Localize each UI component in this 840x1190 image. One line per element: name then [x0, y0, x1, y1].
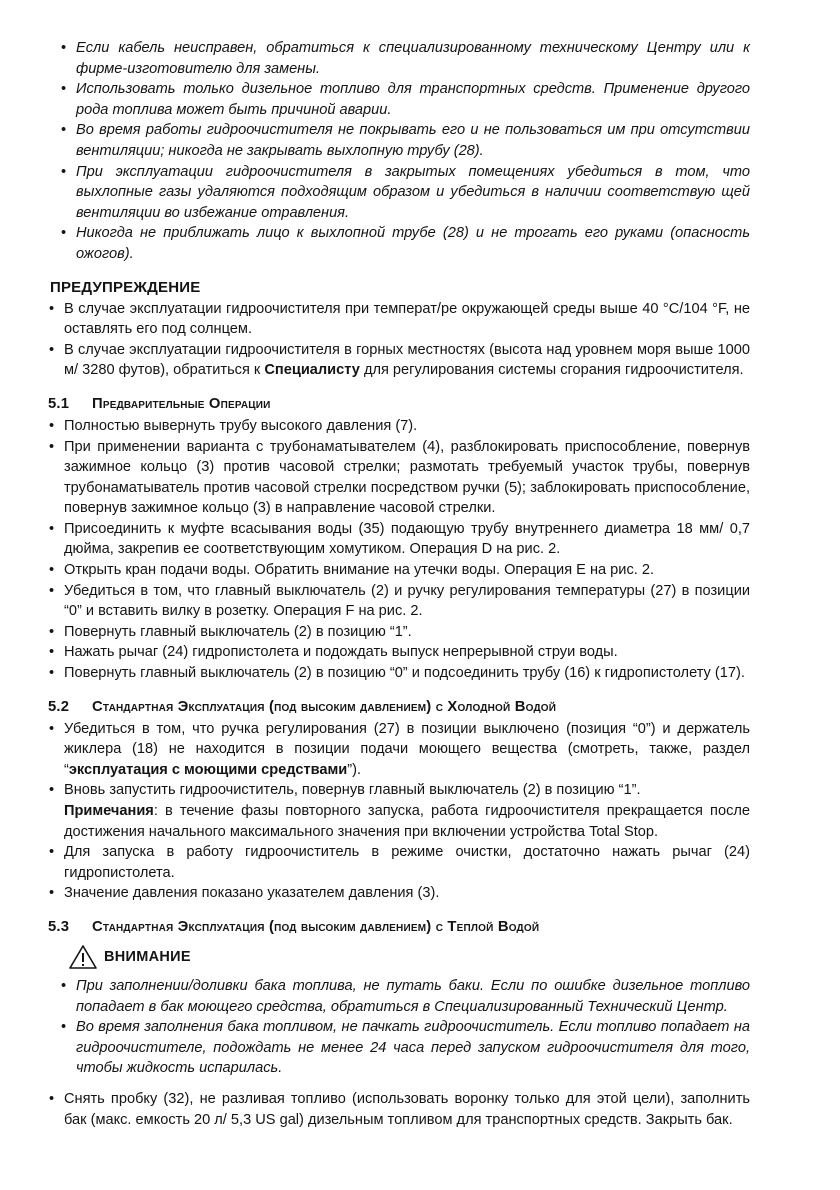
bold-term: Специалисту — [264, 362, 360, 379]
attention-list — [48, 976, 750, 1079]
list-item-text: Вновь запустить гидроочиститель, повернув главный выключатель (2) в позицию “1”. — [64, 782, 641, 799]
section-5-1-list — [48, 416, 750, 684]
list-item: • Нажать рычаг (24) гидропистолета и подождать выпуск непрерывной струи воды. — [48, 642, 750, 663]
list-item — [48, 780, 750, 842]
list-item: • Во время заполнения бака топливом, не пачкать гидроочиститель. Если топливо попадает на гидроочистителе, подождать не менее 24 часа перед запуском гидроочистителя для того, чтобы жидкость испарилась. — [48, 1017, 750, 1079]
section-title: Стандартная Эксплуатация (под высоким давлением) с Холодной Водой — [92, 698, 557, 715]
section-title: Предварительные Операции — [92, 395, 271, 412]
list-item: • Присоединить к муфте всасывания воды (35) подающую трубу внутреннего диаметра 18 мм/ 0,7 дюйма, закрепив ее соответствующим хомутиком. Операция D на рис. 2. — [48, 519, 750, 560]
list-item: • При применении варианта с трубонаматывателем (4), разблокировать приспособление, повернув зажимное кольцо (3) против часовой стрелки; размотать требуемый участок трубы, повернув трубонаматыватель против часовой стрелки посредством ручки (5); заблокировать приспособление, повернув зажимное кольцо (3) в направление часовой стрелки. — [48, 437, 750, 519]
list-item: • Повернуть главный выключатель (2) в позицию “1”. — [48, 622, 750, 643]
bold-term: эксплуатация с моющими средствами — [68, 761, 348, 778]
attention-label: ВНИМАНИЕ — [104, 948, 191, 965]
list-item-text: В случае эксплуатации гидроочистителя в горных местностях (высота над уровнем моря выше 1000 м/ 3280 футов), обратиться к — [64, 341, 750, 379]
section-5-2-list — [48, 719, 750, 904]
list-item: • Для запуска в работу гидроочиститель в режиме очистки, достаточно нажать рычаг (24) гидропистолета. — [48, 842, 750, 883]
attention-block — [68, 944, 750, 970]
list-item: • Снять пробку (32), не разливая топливо (использовать воронку только для этой цели), заполнить бак (макс. емкость 20 л/ 5,3 US gal) дизельным топливом для транспортных средств. Закрыть бак. — [48, 1089, 750, 1130]
list-item: • Повернуть главный выключатель (2) в позицию “0” и подсоединить трубу (16) к гидропистолету (17). — [48, 663, 750, 684]
list-item — [48, 719, 750, 781]
safety-bullet-list — [48, 38, 750, 265]
list-item — [48, 340, 750, 381]
list-item: • При эксплуатации гидроочистителя в закрытых помещениях убедиться в том, что выхлопные газы удаляются подходящим образом и убедиться в наличии соответствую щей вентиляции во избежание отравления. — [48, 162, 750, 224]
list-item: • Никогда не приближать лицо к выхлопной трубе (28) и не трогать его руками (опасность ожогов). — [48, 223, 750, 264]
section-number: 5.1 — [48, 395, 70, 412]
section-heading-5-1 — [48, 396, 750, 412]
warning-heading: ПРЕДУПРЕЖДЕНИЕ — [50, 278, 201, 296]
warning-triangle-icon — [68, 944, 98, 970]
list-item: • Открыть кран подачи воды. Обратить внимание на утечки воды. Операция E на рис. 2. — [48, 560, 750, 581]
list-item: • Использовать только дизельное топливо для транспортных средств. Применение другого рода топлива может быть причиной аварии. — [48, 79, 750, 120]
note-label: Примечания — [64, 803, 154, 819]
list-item: • Убедиться в том, что главный выключатель (2) и ручку регулирования температуры (27) в позиции “0” и вставить вилку в розетку. Операция F на рис. 2. — [48, 581, 750, 622]
list-item: • При заполнении/доливки бака топлива, не путать баки. Если по ошибке дизельное топливо попадает в бак моющего средства, обратиться в Специализированный Технический Центр. — [48, 976, 750, 1017]
section-title: Стандартная Эксплуатация (под высоким давлением) с Теплой Водой — [92, 918, 540, 935]
list-item: • Если кабель неисправен, обратиться к специализированному техническому Центру или к фирме-изготовителю для замены. — [48, 38, 750, 79]
list-item-text: Убедиться в том, что ручка регулирования (27) в позиции выключено (позиция “0”) и держатель жиклера (18) не находится в позиции подачи моющего вещества (смотреть, также, раздел “ — [64, 720, 750, 778]
section-number: 5.2 — [48, 698, 70, 715]
list-item-text: для регулирования системы сгорания гидроочистителя. — [359, 362, 744, 379]
list-item: • Во время работы гидроочистителя не покрывать его и не пользоваться им при отсутствии вентиляции; никогда не закрывать выхлопную трубу (28). — [48, 120, 750, 161]
list-item: • В случае эксплуатации гидроочистителя при температ/ре окружающей среды выше 40 °C/104 °F, не оставлять его под солнцем. — [48, 299, 750, 340]
list-item: • Значение давления показано указателем давления (3). — [48, 883, 750, 904]
section-heading-5-3 — [48, 919, 750, 935]
list-item-text: ”). — [347, 761, 362, 778]
section-heading-5-2 — [48, 699, 750, 715]
section-number: 5.3 — [48, 918, 70, 935]
warning-list — [48, 299, 750, 381]
list-item: • Полностью вывернуть трубу высокого давления (7). — [48, 416, 750, 437]
note-text: : в течение фазы повторного запуска, работа гидроочистителя прекращается после достижения начального максимального значения при включении устройства Total Stop. — [64, 803, 750, 840]
section-5-3-list — [48, 1089, 750, 1130]
